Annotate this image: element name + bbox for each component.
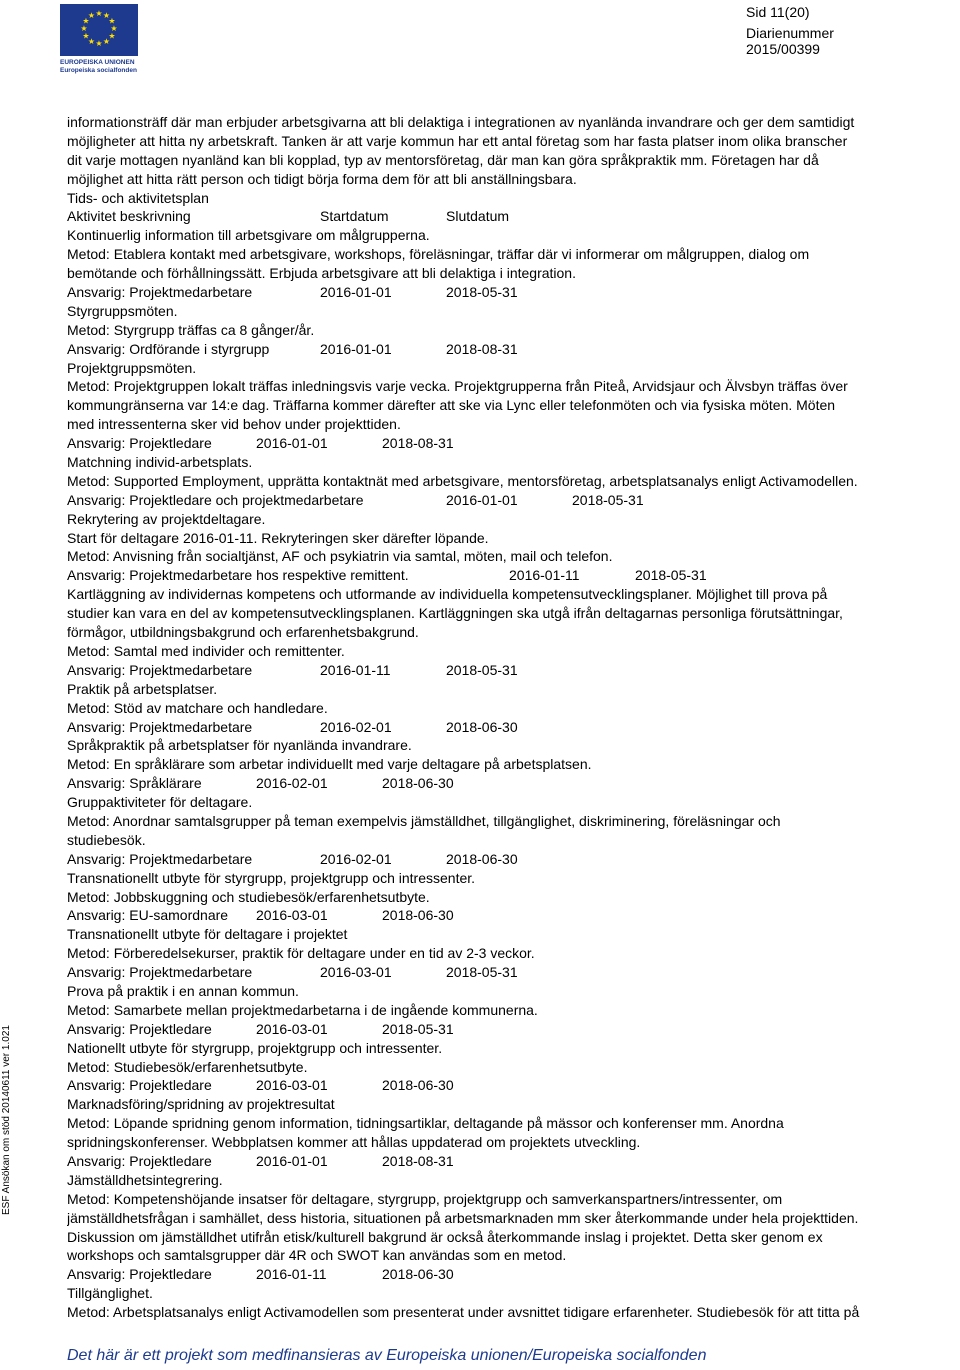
activity-method: bemötande och förhållningssätt. Erbjuda arbetsgivare att bli delaktiga i integration. (67, 265, 576, 282)
activity-method: Metod: Löpande spridning genom information, tidningsartiklar, deltagande på mässor och konferenser mm. Anordna (67, 1115, 784, 1132)
activity-method: Metod: Stöd av matchare och handledare. (67, 699, 328, 716)
start-date: 2016-01-11 (256, 1266, 327, 1283)
responsible: Ansvarig: Projektmedarbetare (67, 661, 253, 678)
start-date: 2016-03-01 (256, 1020, 328, 1037)
activity-title: Projektgruppsmöten. (67, 359, 197, 376)
responsible: Ansvarig: Projektledare (67, 1266, 212, 1283)
activity-title: Språkpraktik på arbetsplatser för nyanlända invandrare. (67, 737, 412, 754)
plan-header-row (67, 207, 959, 226)
page-number: Sid 11(20) (746, 4, 810, 20)
svg-text:★: ★ (102, 37, 111, 46)
activity-title: Praktik på arbetsplatser. (67, 680, 218, 697)
start-date: 2016-03-01 (320, 964, 392, 981)
start-date: 2016-01-11 (320, 661, 391, 678)
activity-title: Rekrytering av projektdeltagare. (67, 510, 266, 527)
svg-text:★: ★ (108, 31, 116, 41)
svg-text:★: ★ (95, 39, 103, 48)
start-date: 2016-02-01 (320, 850, 392, 867)
start-date: 2016-01-11 (509, 567, 580, 584)
plan-col-start: Startdatum (320, 208, 389, 225)
activity-title: Kontinuerlig information till arbetsgivare om målgrupperna. (67, 227, 430, 244)
plan-col-activity: Aktivitet beskrivning (67, 208, 191, 225)
end-date: 2018-05-31 (446, 661, 518, 678)
responsible-row (67, 1020, 959, 1039)
end-date: 2018-06-30 (382, 1077, 454, 1094)
activity-method: Metod: Kompetenshöjande insatser för deltagare, styrgrupp, projektgrupp och samverkanspartners/intressenter, om (67, 1190, 783, 1207)
end-date: 2018-05-31 (572, 491, 644, 508)
logo-text-esf: Europeiska socialfonden (60, 67, 137, 74)
paragraph-line: möjligheter att hitta ny arbetskraft. Tanken är att varje kommun har ett antal företag som har fasta platser inom olika branscher (67, 132, 848, 149)
activity-title: Transnationellt utbyte för styrgrupp, projektgrupp och intressenter. (67, 869, 476, 886)
logo-text-eu: EUROPEISKA UNIONEN (60, 59, 135, 66)
activity-method: Metod: Jobbskuggning och studiebesök/erfarenhetsutbyte. (67, 888, 430, 905)
activity-method: Metod: Arbetsplatsanalys enligt Activamodellen som presenterat under avsnittet tidigare erfarenheter. Studiebesök för att titta på (67, 1304, 860, 1321)
responsible: Ansvarig: Projektledare (67, 1077, 212, 1094)
svg-text:★: ★ (82, 31, 90, 41)
activity-title: Kartläggning av individernas kompetens och utformande av individuella kompetensutvecklingsplaner. Möjlighet till prova på (67, 586, 828, 603)
start-date: 2016-02-01 (256, 775, 328, 792)
paragraph-line: möjlighet att hitta rätt person och tidigt börja forma dem för att bli anställningsbara. (67, 170, 577, 187)
diarie-number: 2015/00399 (746, 41, 820, 57)
end-date: 2018-05-31 (382, 1020, 454, 1037)
eu-flag-icon (60, 4, 138, 56)
responsible-row (67, 850, 959, 869)
responsible: Ansvarig: Projektmedarbetare (67, 850, 253, 867)
responsible-row (67, 718, 959, 737)
responsible: Ansvarig: Projektmedarbetare (67, 718, 253, 735)
activity-method: spridningskonferenser. Webbplatsen kommer att hållas uppdaterad om projektets utveckling. (67, 1134, 641, 1151)
responsible: Ansvarig: Projektledare (67, 435, 212, 452)
activity-title: studier kan vara en del av kompetensutvecklingsplanen. Kartläggningen ska utgå ifrån deltagarnas personliga förutsättningar, (67, 605, 843, 622)
activity-method: Metod: Supported Employment, upprätta kontaktnät med arbetsgivare, mentorsföretag, arbetsplatsanalys enligt Activamodellen. (67, 472, 858, 489)
responsible: Ansvarig: Språklärare (67, 775, 202, 792)
activity-title: Styrgruppsmöten. (67, 302, 178, 319)
end-date: 2018-05-31 (446, 964, 518, 981)
svg-text:★: ★ (82, 16, 90, 26)
activity-method: studiebesök. (67, 831, 146, 848)
start-date: 2016-01-01 (320, 340, 392, 357)
section-heading: Tids- och aktivitetsplan (67, 189, 209, 206)
responsible: Ansvarig: Ordförande i styrgrupp (67, 340, 270, 357)
page-footer: Det här är ett projekt som medfinansieras av Europeiska unionen/Europeiska socialfonden (67, 1347, 707, 1364)
start-date: 2016-01-01 (256, 435, 328, 452)
activity-title: Transnationellt utbyte för deltagare i projektet (67, 926, 348, 943)
responsible: Ansvarig: Projektledare (67, 1152, 212, 1169)
plan-col-end: Slutdatum (446, 208, 510, 225)
activity-method: Diskussion om jämställdhet utifrån etisk/kulturell bakgrund är också återkommande inslag i projektet. Detta sker genom ex (67, 1228, 823, 1245)
end-date: 2018-06-30 (382, 907, 454, 924)
svg-text:★: ★ (108, 16, 116, 26)
responsible-row (67, 661, 959, 680)
end-date: 2018-08-31 (446, 340, 518, 357)
svg-text:★: ★ (110, 24, 118, 33)
start-date: 2016-02-01 (320, 718, 392, 735)
responsible-row (67, 1076, 959, 1095)
svg-text:★: ★ (87, 11, 96, 20)
responsible: Ansvarig: Projektmedarbetare hos respektive remittent. (67, 567, 409, 584)
svg-text:★: ★ (87, 37, 96, 46)
activity-method: kommungränserna var 14:e dag. Träffarna kommer därefter att ske via Lync eller telefonmöten och via fysiska möten. Möten (67, 397, 836, 414)
responsible-row (67, 434, 959, 453)
activity-title: Jämställdhetsintegrering. (67, 1171, 223, 1188)
activity-method: med intressenterna sker vid behov under projekttiden. (67, 416, 401, 433)
activity-method: Metod: Projektgruppen lokalt träffas inledningsvis varje vecka. Projektgrupperna från Piteå, Arvidsjaur och Älvsbyn träffas över (67, 378, 848, 395)
svg-text:★: ★ (102, 11, 111, 20)
responsible-row (67, 566, 959, 585)
responsible: Ansvarig: Projektmedarbetare (67, 284, 253, 301)
activity-method: Metod: Styrgrupp träffas ca 8 gånger/år. (67, 321, 315, 338)
activity-method: Metod: Studiebesök/erfarenhetsutbyte. (67, 1058, 308, 1075)
end-date: 2018-05-31 (635, 567, 707, 584)
activity-title: Matchning individ-arbetsplats. (67, 454, 253, 471)
end-date: 2018-05-31 (446, 284, 518, 301)
document-body (67, 113, 959, 1322)
start-date: 2016-01-01 (446, 491, 518, 508)
activity-method: Metod: Samtal med individer och remittenter. (67, 642, 345, 659)
activity-method: Metod: Förberedelsekurser, praktik för deltagare under en tid av 2-3 veckor. (67, 945, 535, 962)
paragraph-line: informationsträff där man erbjuder arbetsgivarna att bli delaktiga i integrationen av nyanlända invandrare och ger dem samtidigt (67, 114, 855, 130)
diarie-label: Diarienummer (746, 25, 834, 41)
activity-title: Nationellt utbyte för styrgrupp, projektgrupp och intressenter. (67, 1039, 443, 1056)
responsible-row (67, 1265, 959, 1284)
activity-method: Metod: Etablera kontakt med arbetsgivare, workshops, föreläsningar, träffar där vi informerar om målgruppen, dialog om (67, 246, 810, 263)
end-date: 2018-06-30 (382, 1266, 454, 1283)
responsible-row (67, 491, 959, 510)
end-date: 2018-06-30 (382, 775, 454, 792)
side-version-text: ESF Ansökan om stöd 20140611 ver 1.021 (1, 1025, 12, 1215)
activity-title: förmågor, utbildningsbakgrund och erfarenhetsbakgrund. (67, 624, 419, 641)
responsible-row (67, 1152, 959, 1171)
end-date: 2018-08-31 (382, 1152, 454, 1169)
activity-method: Metod: En språklärare som arbetar individuellt med varje deltagare på arbetsplatsen. (67, 756, 592, 773)
svg-text:★: ★ (80, 24, 88, 33)
end-date: 2018-08-31 (382, 435, 454, 452)
responsible-row (67, 283, 959, 302)
activity-title: Marknadsföring/spridning av projektresultat (67, 1096, 335, 1113)
eu-logo (60, 4, 138, 76)
activity-title: Gruppaktiviteter för deltagare. (67, 794, 253, 811)
activity-method: jämställdhetsfrågan i samhället, dess historia, situationen på arbetsmarknaden mm sker återkommande under hela projekttiden. (67, 1209, 859, 1226)
activity-method: Metod: Anordnar samtalsgrupper på teman exempelvis jämställdhet, tillgänglighet, diskriminering, föreläsningar och (67, 812, 781, 829)
svg-text:★: ★ (95, 9, 103, 18)
eu-stars-icon (60, 4, 138, 56)
responsible: Ansvarig: Projektledare (67, 1020, 212, 1037)
end-date: 2018-06-30 (446, 718, 518, 735)
responsible: Ansvarig: EU-samordnare (67, 907, 229, 924)
responsible-row (67, 774, 959, 793)
activity-method: Metod: Anvisning från socialtjänst, AF och psykiatrin via samtal, möten, mail och telefon. (67, 548, 613, 565)
responsible: Ansvarig: Projektmedarbetare (67, 964, 253, 981)
responsible: Ansvarig: Projektledare och projektmedarbetare (67, 491, 364, 508)
start-date: 2016-03-01 (256, 907, 328, 924)
end-date: 2018-06-30 (446, 850, 518, 867)
start-date: 2016-01-01 (320, 284, 392, 301)
start-date: 2016-01-01 (256, 1152, 328, 1169)
start-date: 2016-03-01 (256, 1077, 328, 1094)
activity-method: workshops och samtalsgrupper där 4R och SWOT kan användas som en metod. (67, 1247, 567, 1264)
responsible-row (67, 906, 959, 925)
activity-title: Prova på praktik i en annan kommun. (67, 982, 299, 999)
activity-text: Start för deltagare 2016-01-11. Rekryteringen sker därefter löpande. (67, 529, 489, 546)
responsible-row (67, 963, 959, 982)
responsible-row (67, 340, 959, 359)
activity-title: Tillgänglighet. (67, 1285, 153, 1302)
paragraph-line: dit varje mottagen nyanländ kan bli kopplad, typ av mentorsföretag, där man kan göra språkpraktik mm. Företagen har då (67, 151, 819, 168)
activity-method: Metod: Samarbete mellan projektmedarbetarna i de ingående kommunerna. (67, 1001, 538, 1018)
